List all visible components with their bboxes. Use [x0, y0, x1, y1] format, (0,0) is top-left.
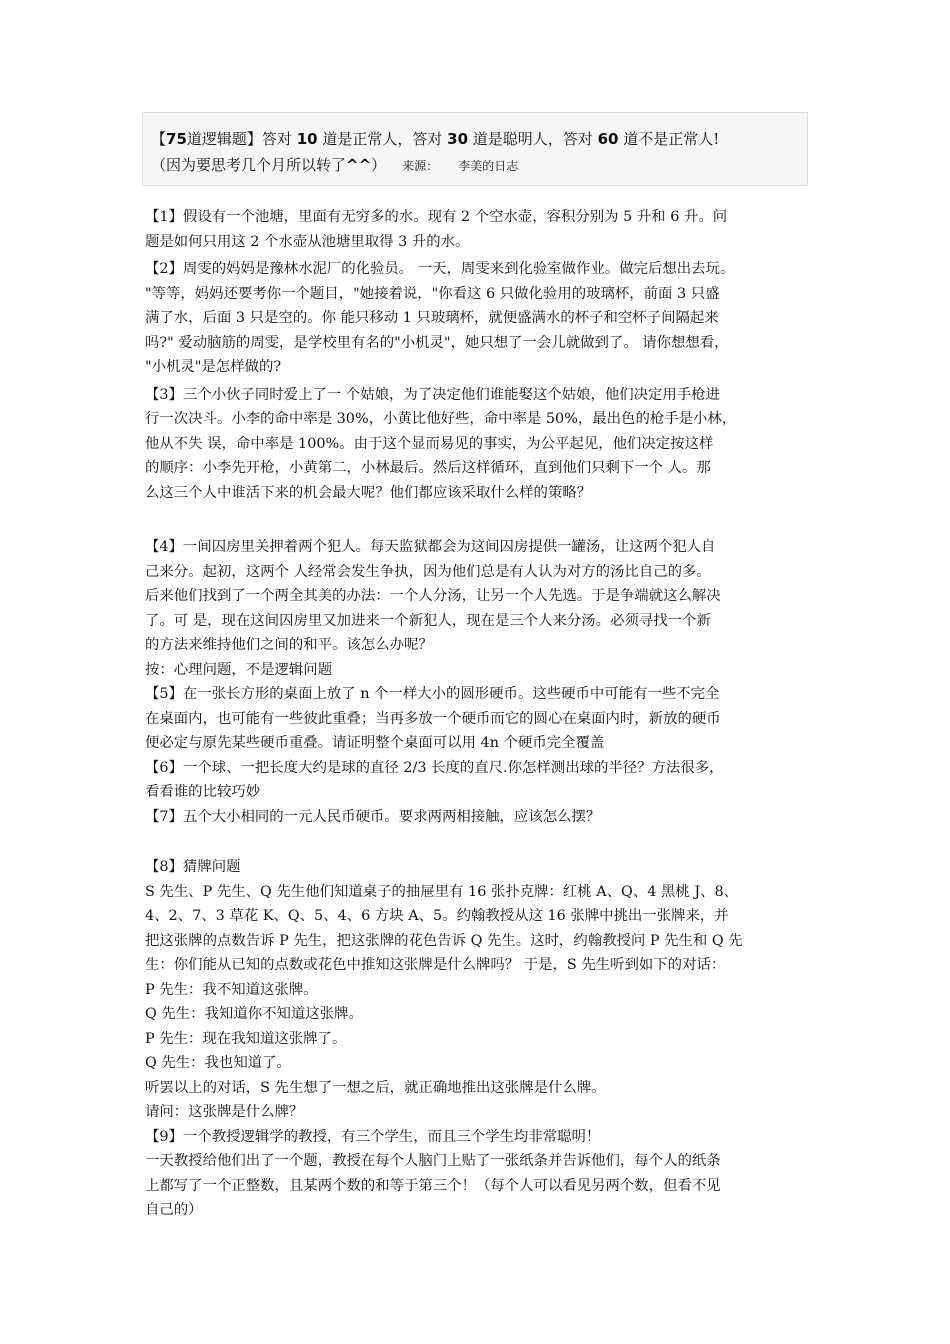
article-subtitle	[151, 152, 799, 179]
note-line: 按：心理问题，不是逻辑问题	[145, 661, 333, 678]
paragraph-line: 【6】一个球、一把长度大约是球的直径 2/3 长度的直尺.你怎样测出球的半径？方法很多，	[145, 759, 724, 776]
question-9	[145, 1125, 811, 1223]
paragraph-line: 4、2、7、3 草花 K、Q、5、4、6 方块 A、5。约翰教授从这 16 张牌中挑出一张牌来，并	[145, 908, 729, 924]
subtitle-text: （因为要思考几个月所以转了	[151, 156, 347, 174]
paragraph-line: 【8】猜牌问题	[145, 859, 241, 875]
paragraph-line: 在桌面内，也可能有一些彼此重叠；当再多放一个硬币而它的圆心在桌面内时，新放的硬币	[145, 710, 721, 727]
paragraph-line: 【4】一间囚房里关押着两个犯人。每天监狱都会为这间囚房提供一罐汤，让这两个犯人自	[145, 539, 716, 555]
article-header	[142, 112, 808, 186]
paragraph-line: 看看谁的比较巧妙	[145, 784, 261, 800]
title-text: 道逻辑题】答对	[186, 130, 292, 148]
subtitle-text: ）	[371, 156, 387, 174]
question-4	[145, 535, 811, 682]
question-5	[145, 682, 811, 756]
subtitle-emoticon: ^^	[346, 156, 372, 174]
dialogue-line: Q 先生：我也知道了。	[145, 1055, 291, 1071]
article-body	[145, 205, 811, 1223]
source-label: 来源：	[402, 159, 439, 173]
question-8	[145, 855, 811, 1125]
paragraph-line: 吗?" 爱动脑筋的周雯，是学校里有名的"小机灵"，她只想了一会儿就做到了。 请你想想看，	[145, 334, 729, 351]
paragraph-line: 【7】五个大小相同的一元人民币硬币。要求两两相接触，应该怎么摆？	[145, 808, 601, 825]
paragraph-line: 的方法来维持他们之间的和平。该怎么办呢？	[145, 637, 433, 653]
title-text: 道不是正常人!	[623, 130, 720, 148]
blank-line	[145, 829, 811, 855]
dialogue-line: P 先生：现在我知道这张牌了。	[145, 1030, 347, 1047]
paragraph-line: "等等，妈妈还要考你一个题目，"她接着说，"你看这 6 只做化验用的玻璃杯，前面 3 只盛	[145, 285, 720, 302]
question-6	[145, 756, 811, 805]
paragraph-line: 请问：这张牌是什么牌？	[145, 1104, 304, 1120]
title-text: 道是正常人，答对	[322, 130, 443, 148]
title-number-60: 60	[597, 130, 619, 148]
paragraph-line: 他从不失 误，命中率是 100%。由于这个显而易见的事实，为公平起见，他们决定按这样	[145, 435, 714, 452]
question-3	[145, 383, 811, 506]
paragraph-line: 行一次决斗。小李的命中率是 30%，小黄比他好些，命中率是 50%，最出色的枪手是小林，	[145, 411, 737, 427]
paragraph-line: S 先生、P 先生、Q 先生他们知道桌子的抽屉里有 16 张扑克牌：红桃 A、Q、4 黑桃 J、8、	[145, 883, 739, 900]
paragraph-line: 自己的）	[145, 1202, 203, 1218]
paragraph-line: 了。可 是，现在这间囚房里又加进来一个新犯人，现在是三个人来分汤。必须寻找一个新	[145, 612, 711, 629]
dialogue-line: P 先生：我不知道这张牌。	[145, 981, 318, 998]
paragraph-line: 【3】三个小伙子同时爱上了一 个姑娘，为了决定他们谁能娶这个姑娘，他们决定用手枪进	[145, 386, 720, 403]
paragraph-line: 【9】一个教授逻辑学的教授，有三个学生，而且三个学生均非常聪明！	[145, 1128, 601, 1145]
blank-line	[145, 505, 811, 535]
paragraph-line: 【5】在一张长方形的桌面上放了 n 个一样大小的圆形硬币。这些硬币中可能有一些不完全	[145, 686, 720, 702]
paragraph-line: 上都写了一个正整数，且某两个数的和等于第三个！（每个人可以看见另两个数，但看不见	[145, 1177, 721, 1194]
article-title	[151, 126, 799, 152]
paragraph-line: 把这张牌的点数告诉 P 先生，把这张牌的花色告诉 Q 先生。这时，约翰教授问 P 先生和 Q 先	[145, 932, 743, 949]
question-2	[145, 257, 811, 380]
paragraph-line: 后来他们找到了一个两全其美的办法：一个人分汤，让另一个人先选。于是争端就这么解决	[145, 588, 721, 604]
dialogue-line: Q 先生：我知道你不知道这张牌。	[145, 1006, 363, 1022]
source-name[interactable]: 李美的日志	[458, 159, 519, 173]
paragraph-line: 题是如何只用这 2 个水壶从池塘里取得 3 升的水。	[145, 233, 470, 250]
paragraph-line: "小机灵"是怎样做的?	[145, 359, 282, 375]
paragraph-line: 么这三个人中谁活下来的机会最大呢？他们都应该采取什么样的策略？	[145, 484, 592, 501]
title-number-30: 30	[447, 130, 469, 148]
paragraph-line: 听罢以上的对话，S 先生想了一想之后，就正确地推出这张牌是什么牌。	[145, 1079, 606, 1096]
paragraph-line: 己来分。起初，这两个 人经常会发生争执，因为他们总是有人认为对方的汤比自己的多。	[145, 563, 711, 580]
paragraph-line: 【1】假设有一个池塘，里面有无穷多的水。现有 2 个空水壶，容积分别为 5 升和 6 升。问	[145, 209, 728, 225]
title-number-75: 75	[166, 130, 187, 148]
paragraph-line: 【2】周雯的妈妈是豫林水泥厂的化验员。 一天，周雯来到化验室做作业。做完后想出去玩。	[145, 261, 735, 277]
paragraph-line: 的顺序：小李先开枪，小黄第二，小林最后。然后这样循环，直到他们只剩下一个 人。那	[145, 460, 711, 476]
title-text: 道是聪明人，答对	[472, 130, 593, 148]
paragraph-line: 一天教授给他们出了一个题，教授在每个人脑门上贴了一张纸条并告诉他们，每个人的纸条	[145, 1153, 721, 1169]
question-1	[145, 205, 811, 254]
question-7	[145, 805, 811, 830]
paragraph-line: 便必定与原先某些硬币重叠。请证明整个桌面可以用 4n 个硬币完全覆盖	[145, 735, 605, 751]
title-bracket: 【	[151, 130, 167, 148]
paragraph-line: 满了水，后面 3 只是空的。你 能只移动 1 只玻璃杯，就便盛满水的杯子和空杯子间隔起来	[145, 310, 719, 326]
paragraph-line: 生：你们能从已知的点数或花色中推知这张牌是什么牌吗？ 于是，S 先生听到如下的对话：	[145, 957, 726, 973]
title-number-10: 10	[296, 130, 318, 148]
